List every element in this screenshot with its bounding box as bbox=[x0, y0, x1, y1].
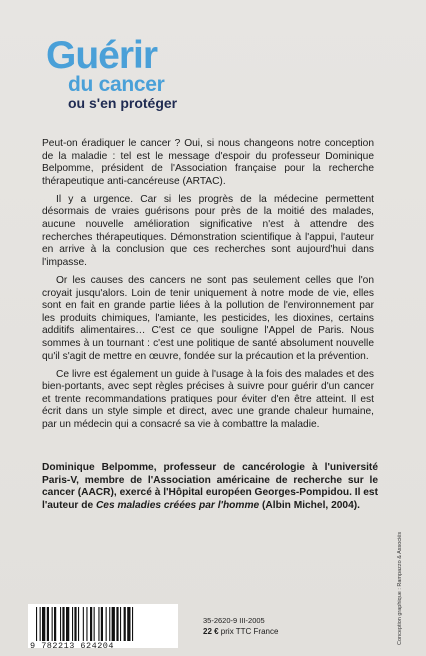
blurb-paragraph-2: Il y a urgence. Car si les progrès de la médecine permettent désormais de vraies guérisons pour près de la moitié des malades, aucune nouvelle amélioration significative n'est à attendre des recherches thérapeutiques. Démonstration scientifique à l'appui, l'auteur en arrive à la conclusion que ces recherches sont aujourd'hui dans l'impasse. bbox=[42, 193, 374, 268]
barcode-digits: 9 782213 624204 bbox=[30, 641, 115, 651]
design-credit: Conception graphique : Rampazzo & Associés bbox=[397, 531, 403, 645]
author-bio-end: (Albin Michel, 2004). bbox=[259, 499, 360, 511]
blurb-paragraph-3: Or les causes des cancers ne sont pas seulement celles que l'on croyait jusqu'alors. Loin de tenir uniquement à notre mode de vie, elles sont en fait en grande partie liées à la pollution de l'environnement par les produits chimiques, l'amiante, les pesticides, les dioxines, certains additifs alimentaires… C'est ce que souligne l'Appel de Paris. Nous sommes à un tournant : c'est une politique de santé absolument nouvelle qu'il s'agit de mettre en œuvre, fondée sur la précaution et la prévention. bbox=[42, 274, 374, 362]
blurb bbox=[42, 138, 374, 437]
price-suffix: prix TTC France bbox=[218, 627, 279, 636]
price bbox=[203, 627, 278, 636]
author-bio-text: , professeur de cancérologie à l'université Paris-V, membre de l'Association américaine de recherche sur le cancer (AACR), exercé à l'Hôpital européen Georges-Pompidou. Il est l'auteur de bbox=[42, 462, 378, 511]
book-subtitle-secondary: ou s'en protéger bbox=[68, 95, 178, 111]
book-subtitle: du cancer bbox=[68, 73, 165, 96]
book-title: Guérir bbox=[46, 34, 158, 77]
blurb-paragraph-4: Ce livre est également un guide à l'usage à la fois des malades et des bien-portants, avec sept règles précises à suivre pour guérir d'un cancer et trente recommandations pratiques pour éviter d'en être atteint. Il est écrit dans un style simple et direct, avec une grande chaleur humaine, par un médecin qui a consacré sa vie à combattre la maladie. bbox=[42, 368, 374, 430]
author-name: Dominique Belpomme bbox=[42, 462, 154, 473]
author-book-title: Ces maladies créées par l'homme bbox=[95, 499, 260, 511]
blurb-paragraph-1: Peut-on éradiquer le cancer ? Oui, si nous changeons notre conception de la maladie : tel est le message d'espoir du professeur Dominique Belpomme, président de l'Association française pour la recherche thérapeutique anti-cancéreuse (ARTAC). bbox=[42, 138, 374, 187]
catalog-code: 35-2620-9 III-2005 bbox=[203, 616, 265, 625]
price-amount: 22 € bbox=[203, 627, 219, 636]
author-bio bbox=[42, 462, 378, 512]
